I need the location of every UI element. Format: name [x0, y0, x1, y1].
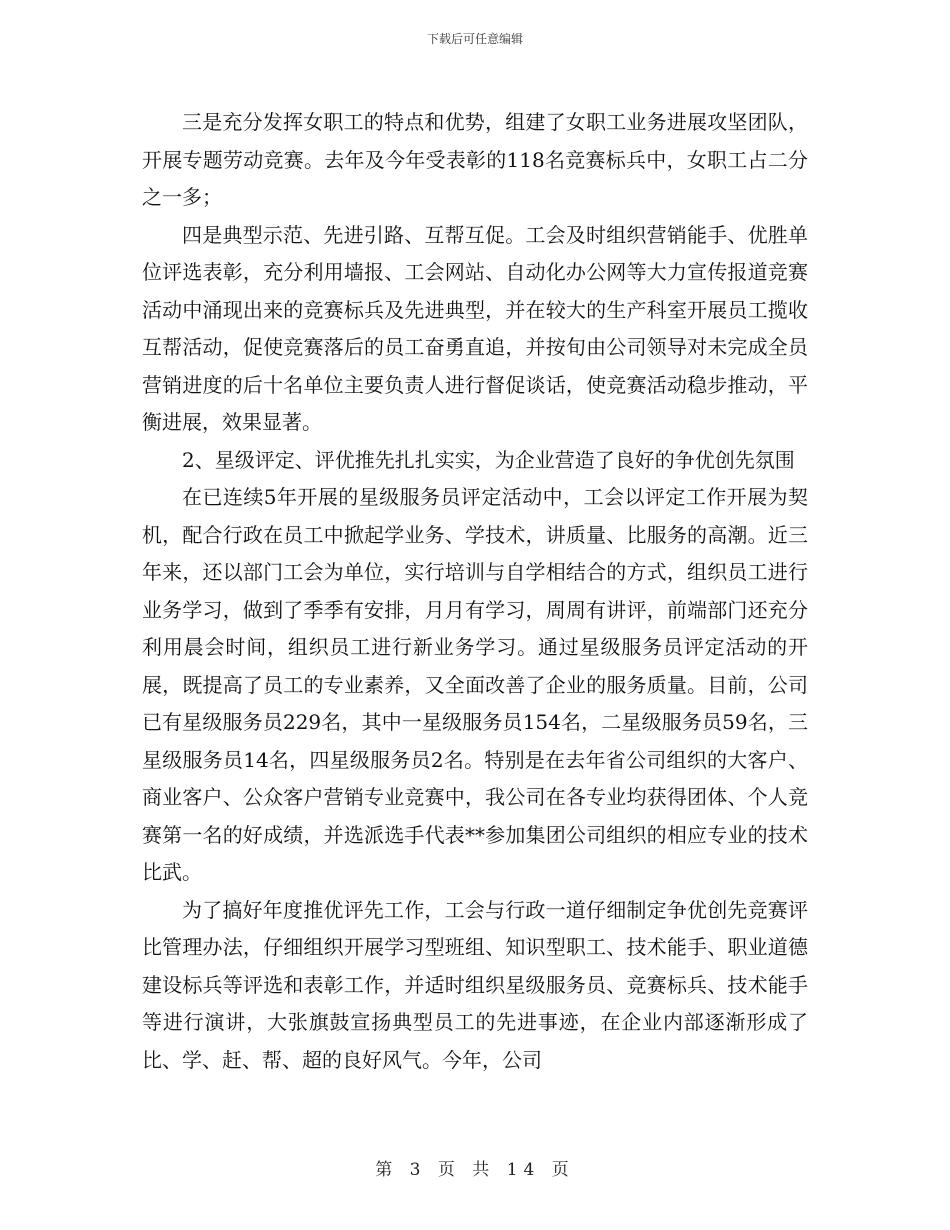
section-heading-star-rating: 2、星级评定、评优推先扎扎实实，为企业营造了良好的争优创先氛围: [182, 447, 795, 472]
paragraph-star-service-rating: 在已连续5年开展的星级服务员评定活动中，工会以评定工作开展为契机，配合行政在员工中掀起学业务、学技术，讲质量、比服务的高潮。近三年来，还以部门工会为单位，实行培训与自学相结合的方式，组织员工进行业务学习，做到了季季有安排，月月有学习，周周有讲评，前端部门还充分利用晨会时间，组织员工进行新业务学习。通过星级服务员评定活动的开展，既提高了员工的专业素养，又全面改善了企业的服务质量。目前，公司已有星级服务员229名，其中一星级服务员154名，二星级服务员59名，三星级服务员14名，四星级服务员2名。特别是在去年省公司组织的大客户、商业客户、公众客户营销专业竞赛中，我公司在各专业均获得团体、个人竞赛第一名的好成绩，并选派选手代表**参加集团公司组织的相应专业的技术比武。: [142, 485, 808, 884]
paragraph-women-workers: 三是充分发挥女职工的特点和优势，组建了女职工业务进展攻坚团队，开展专题劳动竞赛。去年及今年受表彰的118名竞赛标兵中，女职工占二分之一多；: [142, 110, 808, 209]
paragraph-typical-demonstration: 四是典型示范、先进引路、互帮互促。工会及时组织营销能手、优胜单位评选表彰，充分利用墙报、工会网站、自动化办公网等大力宣传报道竞赛活动中涌现出来的竞赛标兵及先进典型，并在较大的生产科室开展员工揽收互帮活动，促使竞赛落后的员工奋勇直追，并按旬由公司领导对未完成全员营销进度的后十名单位主要负责人进行督促谈话，使竞赛活动稳步推动，平衡进展，效果显著。: [142, 222, 808, 434]
document-body: [142, 104, 808, 1079]
page-number-footer: 第 3 页 共 14 页: [375, 1160, 575, 1180]
paragraph-annual-evaluation: 为了搞好年度推优评先工作，工会与行政一道仔细制定争优创先竞赛评比管理办法，仔细组织开展学习型班组、知识型职工、技术能手、职业道德建设标兵等评选和表彰工作，并适时组织星级服务员、竞赛标兵、技术能手等进行演讲，大张旗鼓宣扬典型员工的先进事迹，在企业内部逐渐形成了比、学、赶、帮、超的良好风气。今年，公司: [142, 897, 808, 1072]
page-header: 下载后可任意编辑: [426, 32, 523, 46]
